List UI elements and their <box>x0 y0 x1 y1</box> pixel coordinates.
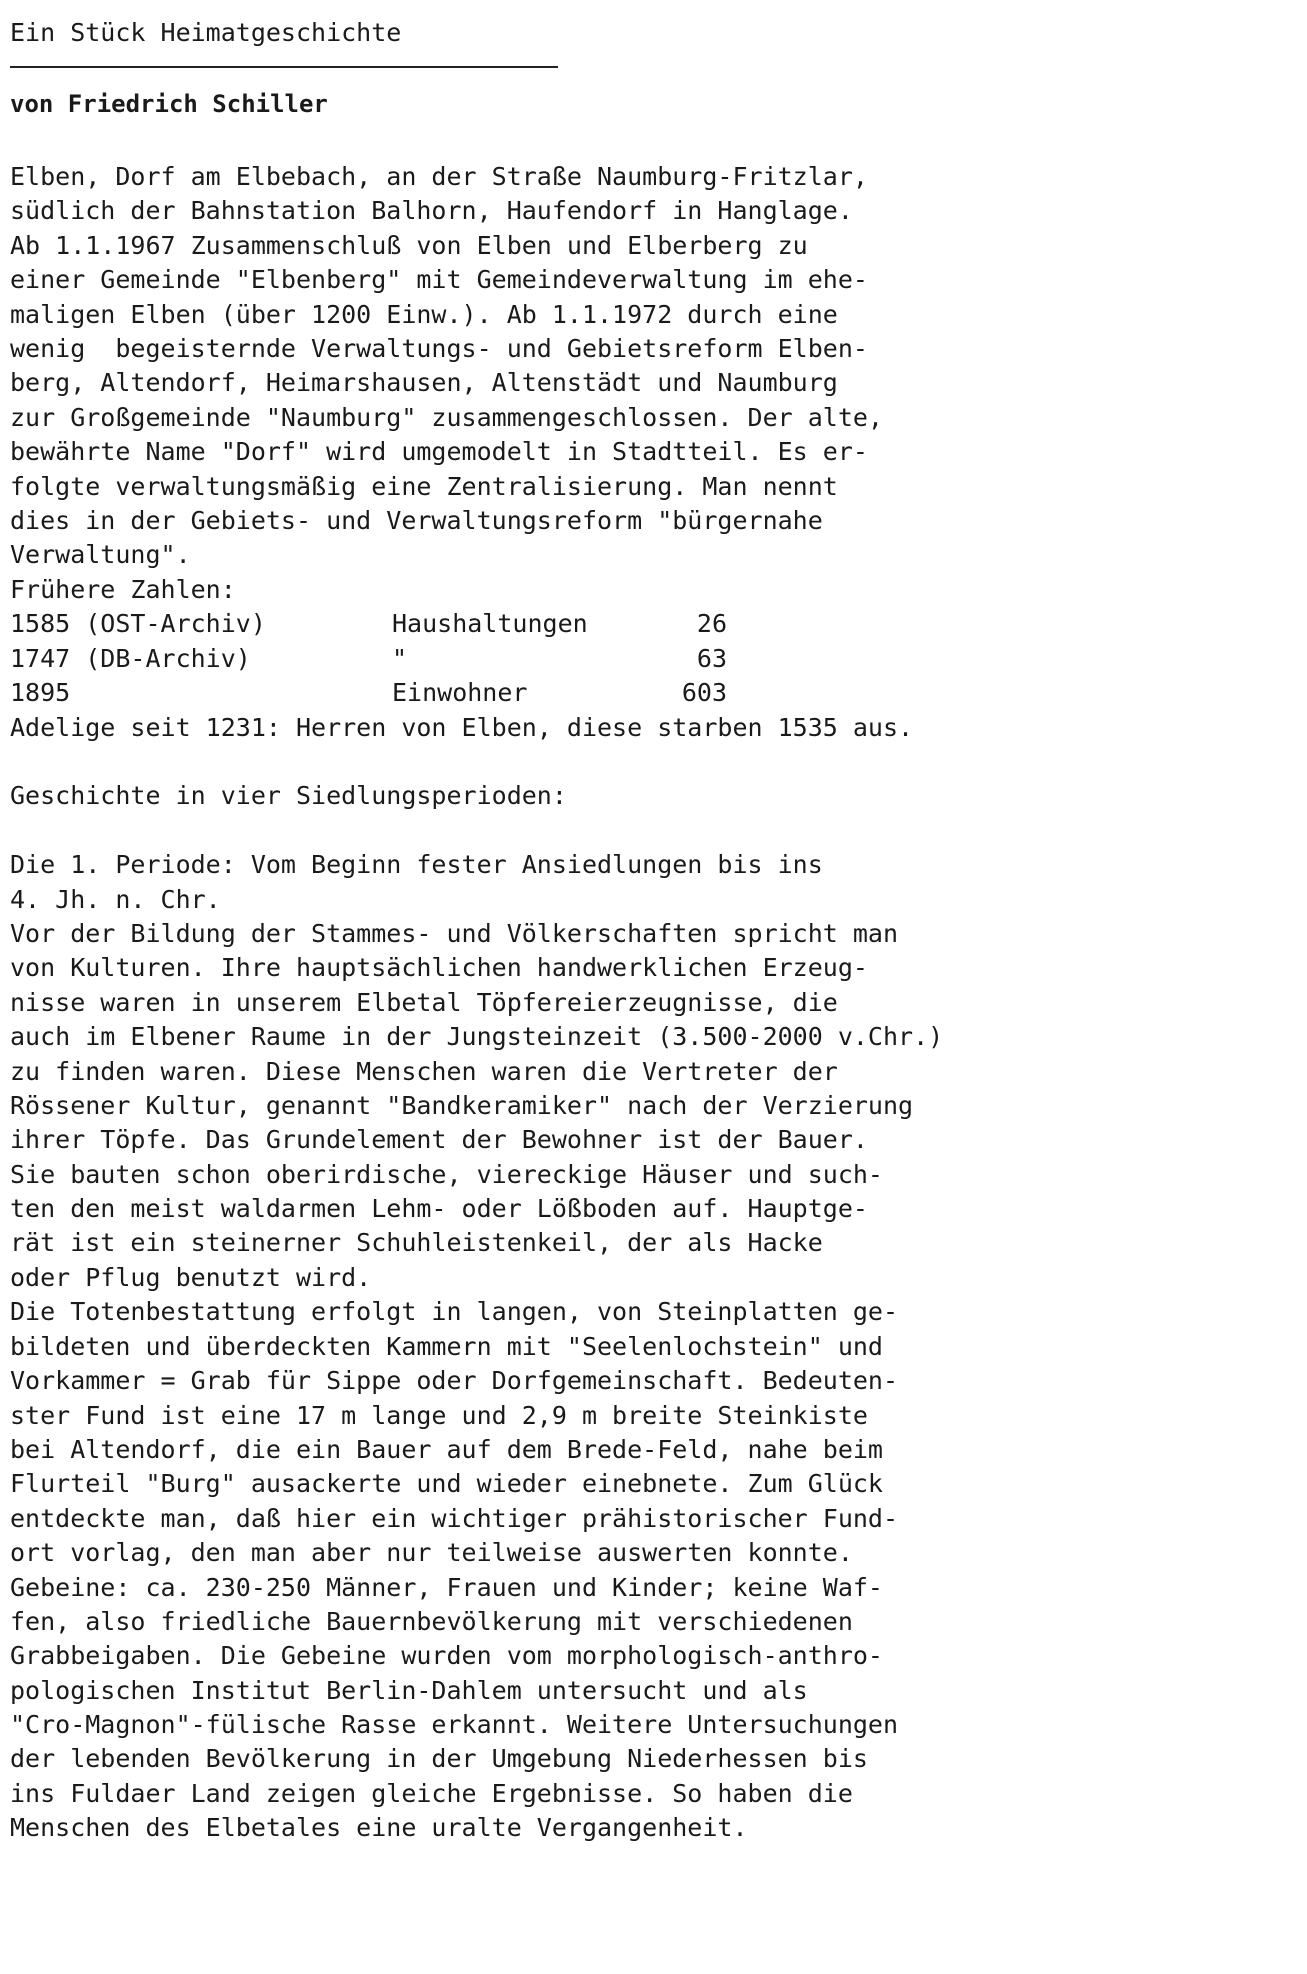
text-line: südlich der Bahnstation Balhorn, Haufendorf in Hanglage. <box>10 196 853 226</box>
numbers-table <box>10 607 1300 710</box>
text-line: rät ist ein steinerner Schuhleistenkeil, der als Hacke <box>10 1228 823 1258</box>
text-line: bewährte Name "Dorf" wird umgemodelt in Stadtteil. Es er- <box>10 437 868 467</box>
period-1-paragraph <box>10 848 943 1295</box>
text-line: zu finden waren. Diese Menschen waren die Vertreter der <box>10 1056 838 1086</box>
text-line: folgte verwaltungsmäßig eine Zentralisierung. Man nennt <box>10 471 838 501</box>
text-line: ten den meist waldarmen Lehm- oder Lößboden auf. Hauptge- <box>10 1194 868 1224</box>
row-label: Einwohner <box>392 678 528 708</box>
text-line: bildeten und überdeckten Kammern mit "Seelenlochstein" und <box>10 1331 883 1361</box>
text-line: Vor der Bildung der Stammes- und Völkerschaften spricht man <box>10 918 899 948</box>
text-line: Vorkammer = Grab für Sippe oder Dorfgemeinschaft. Bedeuten- <box>10 1366 899 1396</box>
row-value: 603 <box>681 678 727 708</box>
row-year: 1585 (OST-Archiv) <box>10 609 266 639</box>
text-line: Gebeine: ca. 230-250 Männer, Frauen und Kinder; keine Waf- <box>10 1572 883 1602</box>
row-label: " <box>392 643 408 673</box>
text-line: Verwaltung". <box>10 540 191 570</box>
document-title: Ein Stück Heimatgeschichte <box>10 18 402 47</box>
text-line: einer Gemeinde "Elbenberg" mit Gemeindeverwaltung im ehe- <box>10 265 868 295</box>
text-line: 4. Jh. n. Chr. <box>10 884 221 914</box>
numbers-row <box>10 642 1300 676</box>
numbers-row <box>10 607 1300 641</box>
text-line: fen, also friedliche Bauernbevölkerung mit verschiedenen <box>10 1606 853 1636</box>
text-line: Sie bauten schon oberirdische, viereckige Häuser und such- <box>10 1159 883 1189</box>
nobility-line: Adelige seit 1231: Herren von Elben, diese starben 1535 aus. <box>10 712 914 742</box>
text-line: ins Fuldaer Land zeigen gleiche Ergebnisse. So haben die <box>10 1778 853 1808</box>
author-line: von Friedrich Schiller <box>10 90 328 118</box>
text-line: maligen Elben (über 1200 Einw.). Ab 1.1.1972 durch eine <box>10 299 838 329</box>
text-line: entdeckte man, daß hier ein wichtiger prähistorischer Fund- <box>10 1503 899 1533</box>
text-line: "Cro-Magnon"-fülische Rasse erkannt. Weitere Untersuchungen <box>10 1710 899 1740</box>
text-line: Die Totenbestattung erfolgt in langen, von Steinplatten ge- <box>10 1297 899 1327</box>
title-underline <box>10 66 558 68</box>
row-value: 26 <box>696 609 727 639</box>
row-year: 1895 <box>10 678 71 708</box>
text-line: dies in der Gebiets- und Verwaltungsreform "bürgernahe <box>10 505 823 535</box>
text-line: Elben, Dorf am Elbebach, an der Straße Naumburg-Fritzlar, <box>10 162 868 191</box>
burial-paragraph <box>10 1295 898 1845</box>
text-line: Ab 1.1.1967 Zusammenschluß von Elben und Elberberg zu <box>10 230 808 260</box>
text-line: nisse waren in unserem Elbetal Töpfereierzeugnisse, die <box>10 987 838 1017</box>
text-line: ihrer Töpfe. Das Grundelement der Bewohner ist der Bauer. <box>10 1125 868 1155</box>
text-line: Rössener Kultur, genannt "Bandkeramiker" nach der Verzierung <box>10 1090 914 1120</box>
text-line: zur Großgemeinde "Naumburg" zusammengeschlossen. Der alte, <box>10 402 883 432</box>
text-line: Grabbeigaben. Die Gebeine wurden vom morphologisch-anthro- <box>10 1641 883 1671</box>
text-line: ster Fund ist eine 17 m lange und 2,9 m breite Steinkiste <box>10 1400 868 1430</box>
history-heading: Geschichte in vier Siedlungsperioden: <box>10 781 567 811</box>
text-line: wenig begeisternde Verwaltungs- und Gebietsreform Elben- <box>10 333 868 363</box>
text-line: auch im Elbener Raume in der Jungsteinzeit (3.500-2000 v.Chr.) <box>10 1022 944 1052</box>
row-value: 63 <box>696 643 727 673</box>
text-line: oder Pflug benutzt wird. <box>10 1262 372 1292</box>
text-line: Flurteil "Burg" ausackerte und wieder einebnete. Zum Glück <box>10 1469 883 1499</box>
text-line: Menschen des Elbetales eine uralte Vergangenheit. <box>10 1813 748 1843</box>
text-line: berg, Altendorf, Heimarshausen, Altenstädt und Naumburg <box>10 368 838 398</box>
row-year: 1747 (DB-Archiv) <box>10 643 251 673</box>
numbers-row <box>10 676 1300 710</box>
text-line: der lebenden Bevölkerung in der Umgebung Niederhessen bis <box>10 1744 868 1774</box>
intro-paragraph <box>10 160 883 573</box>
text-line: von Kulturen. Ihre hauptsächlichen handwerklichen Erzeug- <box>10 953 868 983</box>
text-line: pologischen Institut Berlin-Dahlem untersucht und als <box>10 1675 808 1705</box>
text-line: bei Altendorf, die ein Bauer auf dem Brede-Feld, nahe beim <box>10 1434 883 1464</box>
text-line: ort vorlag, den man aber nur teilweise auswerten konnte. <box>10 1538 853 1568</box>
numbers-heading: Frühere Zahlen: <box>10 575 236 604</box>
text-line: Die 1. Periode: Vom Beginn fester Ansiedlungen bis ins <box>10 850 823 880</box>
row-label: Haushaltungen <box>392 609 588 639</box>
